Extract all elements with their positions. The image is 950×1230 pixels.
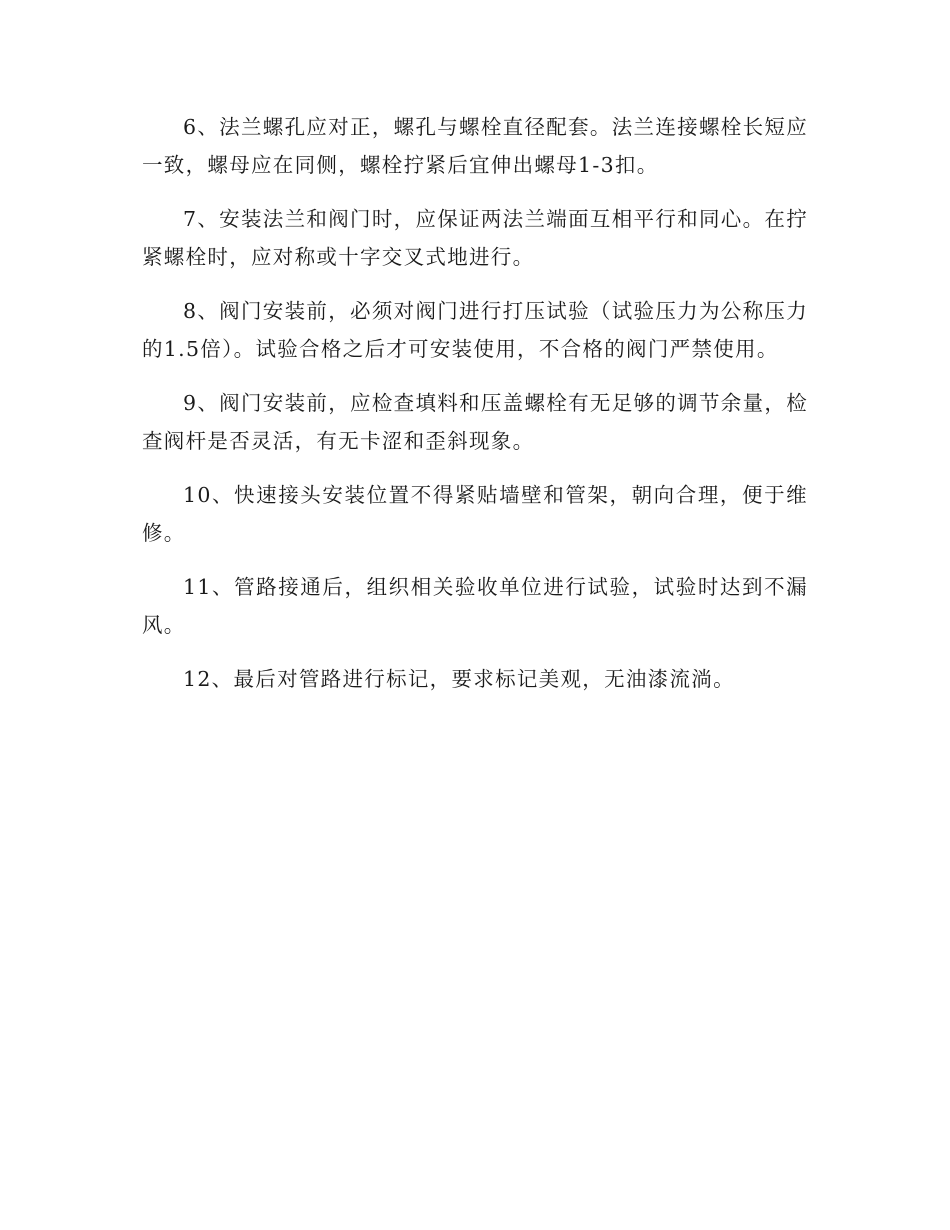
paragraph-item-8: 8、阀门安装前，必须对阀门进行打压试验（试验压力为公称压力的1.5倍）。试验合格之后才可安装使用，不合格的阀门严禁使用。 xyxy=(142,299,808,361)
paragraph-item-9: 9、阀门安装前，应检查填料和压盖螺栓有无足够的调节余量，检查阀杆是否灵活，有无卡涩和歪斜现象。 xyxy=(142,391,808,453)
paragraph-item-11: 11、管路接通后，组织相关验收单位进行试验，试验时达到不漏风。 xyxy=(142,575,808,637)
paragraph-item-12: 12、最后对管路进行标记，要求标记美观，无油漆流淌。 xyxy=(183,667,735,691)
paragraph-item-7: 7、安装法兰和阀门时，应保证两法兰端面互相平行和同心。在拧紧螺栓时，应对称或十字交叉式地进行。 xyxy=(142,207,808,269)
paragraph-item-10: 10、快速接头安装位置不得紧贴墙壁和管架，朝向合理，便于维修。 xyxy=(142,483,808,545)
document-body xyxy=(142,108,808,714)
paragraph-item-6: 6、法兰螺孔应对正，螺孔与螺栓直径配套。法兰连接螺栓长短应一致，螺母应在同侧，螺栓拧紧后宜伸出螺母1-3扣。 xyxy=(142,115,808,177)
